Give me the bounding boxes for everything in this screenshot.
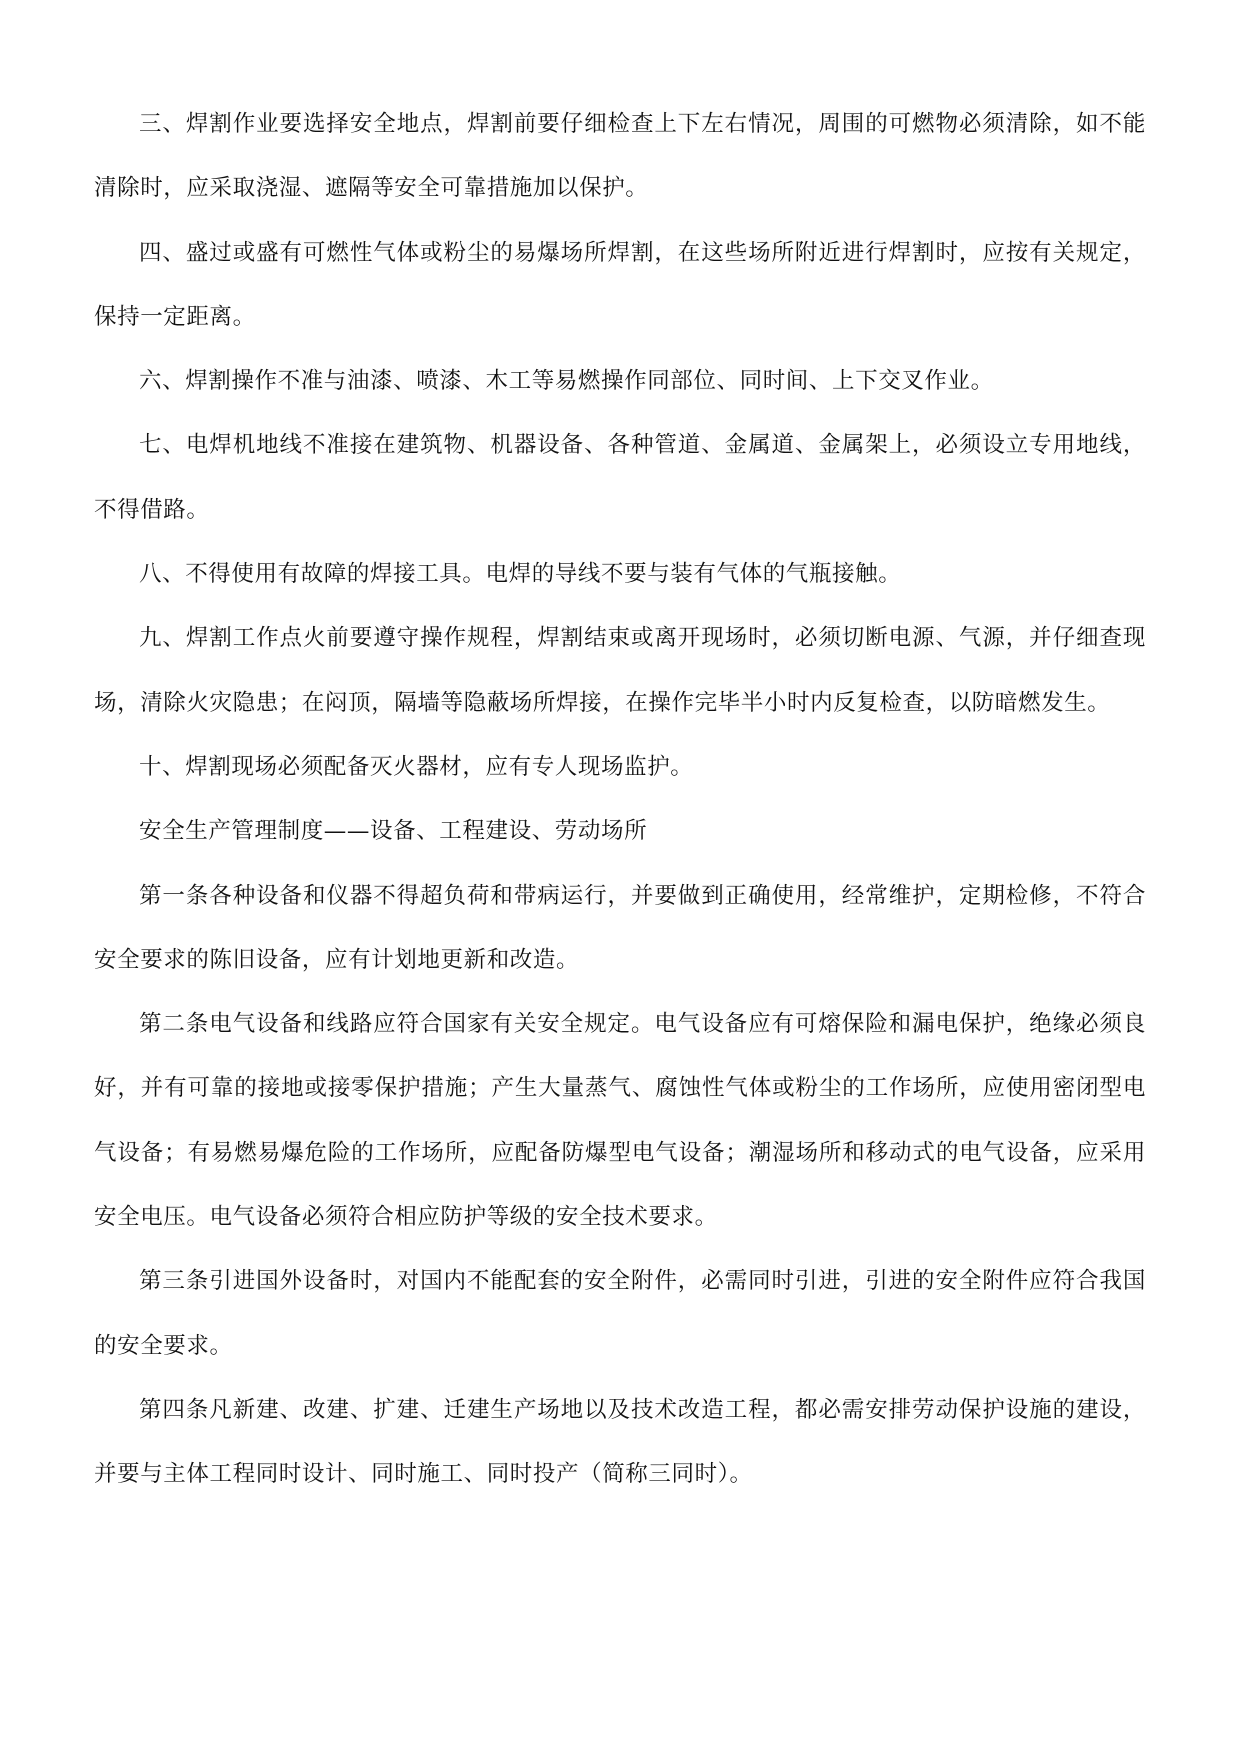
paragraph-faulty-tools: 八、不得使用有故障的焊接工具。电焊的导线不要与装有气体的气瓶接触。 bbox=[139, 561, 902, 588]
paragraph-no-cross-operation: 六、焊割操作不准与油漆、喷漆、木工等易燃操作同部位、同时间、上下交叉作业。 bbox=[139, 368, 994, 395]
article-4: 第四条凡新建、改建、扩建、迁建生产场地以及技术改造工程，都必需安排劳动保护设施的建设，并要与主体工程同时设计、同时施工、同时投产（简称三同时）。 bbox=[94, 1396, 1146, 1488]
article-1: 第一条各种设备和仪器不得超负荷和带病运行，并要做到正确使用，经常维护，定期检修，不符合安全要求的陈旧设备，应有计划地更新和改造。 bbox=[94, 882, 1146, 973]
article-2: 第二条电气设备和线路应符合国家有关安全规定。电气设备应有可熔保险和漏电保护，绝缘必须良好，并有可靠的接地或接零保护措施；产生大量蒸气、腐蚀性气体或粉尘的工作场所，应使用密闭型电气设备；有易燃易爆危险的工作场所，应配备防爆型电气设备；潮湿场所和移动式的电气设备，应采用安全电压。电气设备必须符合相应防护等级的安全技术要求。 bbox=[94, 1011, 1146, 1231]
paragraph-explosive-sites: 四、盛过或盛有可燃性气体或粉尘的易爆场所焊割，在这些场所附近进行焊割时，应按有关规定，保持一定距离。 bbox=[94, 239, 1146, 330]
section-heading: 安全生产管理制度——设备、工程建设、劳动场所 bbox=[139, 818, 648, 845]
article-3: 第三条引进国外设备时，对国内不能配套的安全附件，必需同时引进，引进的安全附件应符合我国的安全要求。 bbox=[94, 1268, 1146, 1359]
paragraph-ignition-procedure: 九、焊割工作点火前要遵守操作规程，焊割结束或离开现场时，必须切断电源、气源，并仔细查现场，清除火灾隐患；在闷顶，隔墙等隐蔽场所焊接，在操作完毕半小时内反复检查，以防暗燃发生。 bbox=[94, 625, 1146, 716]
paragraph-ground-wire: 七、电焊机地线不准接在建筑物、机器设备、各种管道、金属道、金属架上，必须设立专用地线，不得借路。 bbox=[94, 432, 1146, 523]
paragraph-fire-equipment: 十、焊割现场必须配备灭火器材，应有专人现场监护。 bbox=[139, 753, 694, 780]
paragraph-welding-location: 三、焊割作业要选择安全地点，焊割前要仔细检查上下左右情况，周围的可燃物必须清除，如不能清除时，应采取浇湿、遮隔等安全可靠措施加以保护。 bbox=[94, 111, 1146, 202]
document-body bbox=[94, 92, 1146, 1507]
